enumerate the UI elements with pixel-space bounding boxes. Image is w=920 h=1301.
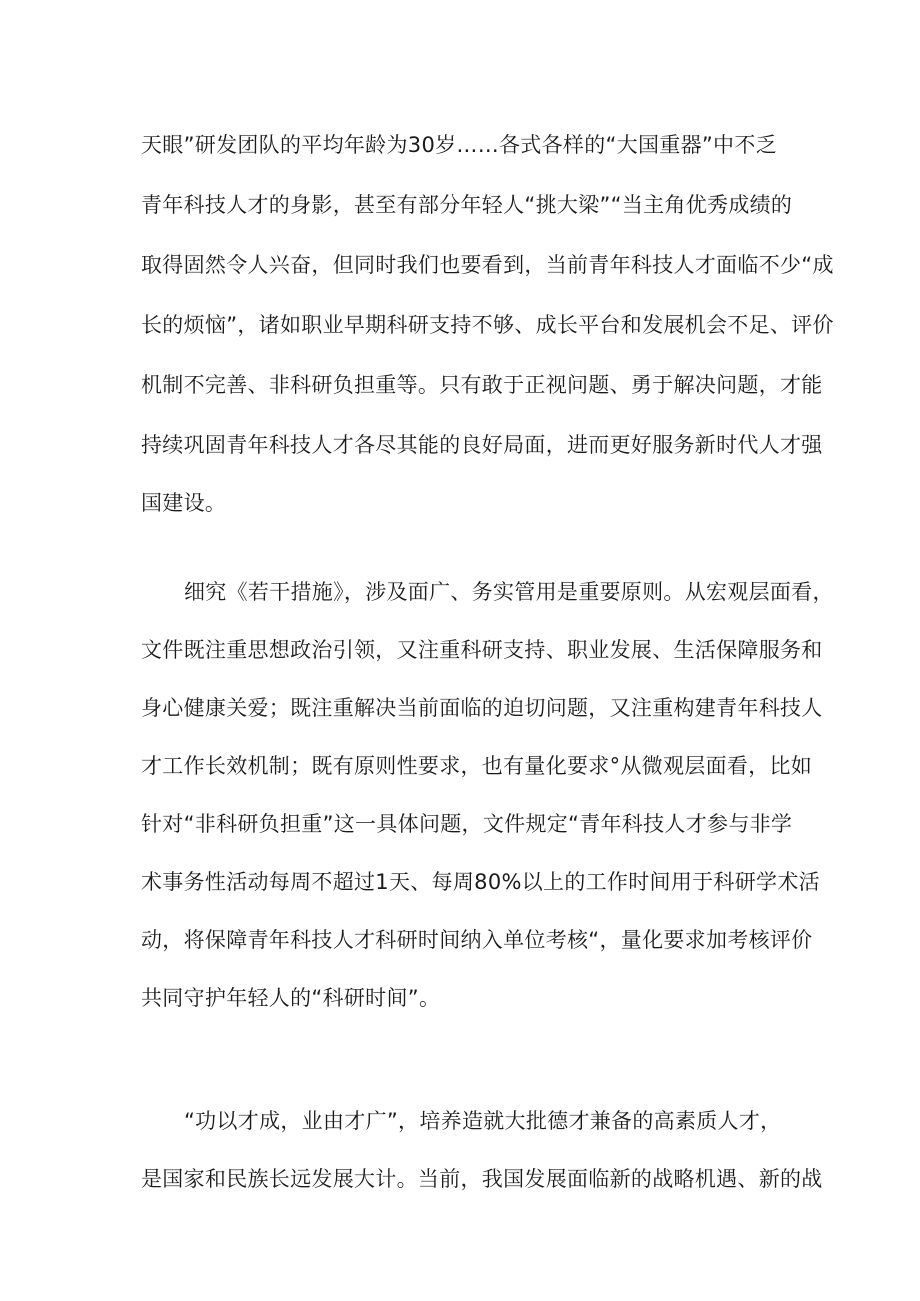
text-line: 身心健康关爱；既注重解决当前面临的迫切问题，又注重构建青年科技人	[141, 696, 823, 720]
text-line: 机制不完善、非科研负担重等。只有敢于正视问题、勇于解决问题，才能	[141, 373, 823, 397]
text-line: 国建设。	[141, 491, 227, 515]
text-line: 细究《若干措施》，涉及面广、务实管用是重要原则。从宏观层面看，	[184, 580, 834, 604]
text-line: “功以才成，业由才广”，培养造就大批德才兼备的高素质人才，	[184, 1109, 782, 1133]
text-line: 长的烦恼”，诸如职业早期科研支持不够、成长平台和发展机会不足、评价	[141, 313, 834, 337]
text-line: 文件既注重思想政治引领，又注重科研支持、职业发展、生活保障服务和	[141, 638, 823, 662]
text-line: 青年科技人才的身影，甚至有部分年轻人“挑大梁”“当主角优秀成绩的	[141, 193, 793, 217]
text-line: 取得固然令人兴奋，但同时我们也要看到，当前青年科技人才面临不少“成	[141, 253, 834, 277]
text-line: 针对“非科研负担重”这一具体问题，文件规定“青年科技人才参与非学	[141, 812, 793, 836]
text-line: 天眼”研发团队的平均年龄为30岁……各式各样的“大国重器”中不乏	[141, 133, 777, 157]
text-line	[141, 1036, 801, 1076]
text-line: 持续巩固青年科技人才各尽其能的良好局面，进而更好服务新时代人才强	[141, 433, 823, 457]
text-line: 才工作长效机制；既有原则性要求，也有量化要求°从微观层面看，比如	[141, 754, 813, 778]
text-line: 术事务性活动每周不超过1天、每周80%以上的工作时间用于科研学术活	[141, 870, 820, 894]
text-line: 共同守护年轻人的“科研时间”。	[141, 986, 441, 1010]
text-line: 动，将保障青年科技人才科研时间纳入单位考核“，量化要求加考核评价	[141, 928, 813, 952]
text-line: 是国家和民族长远发展大计。当前，我国发展面临新的战略机遇、新的战	[141, 1167, 823, 1191]
